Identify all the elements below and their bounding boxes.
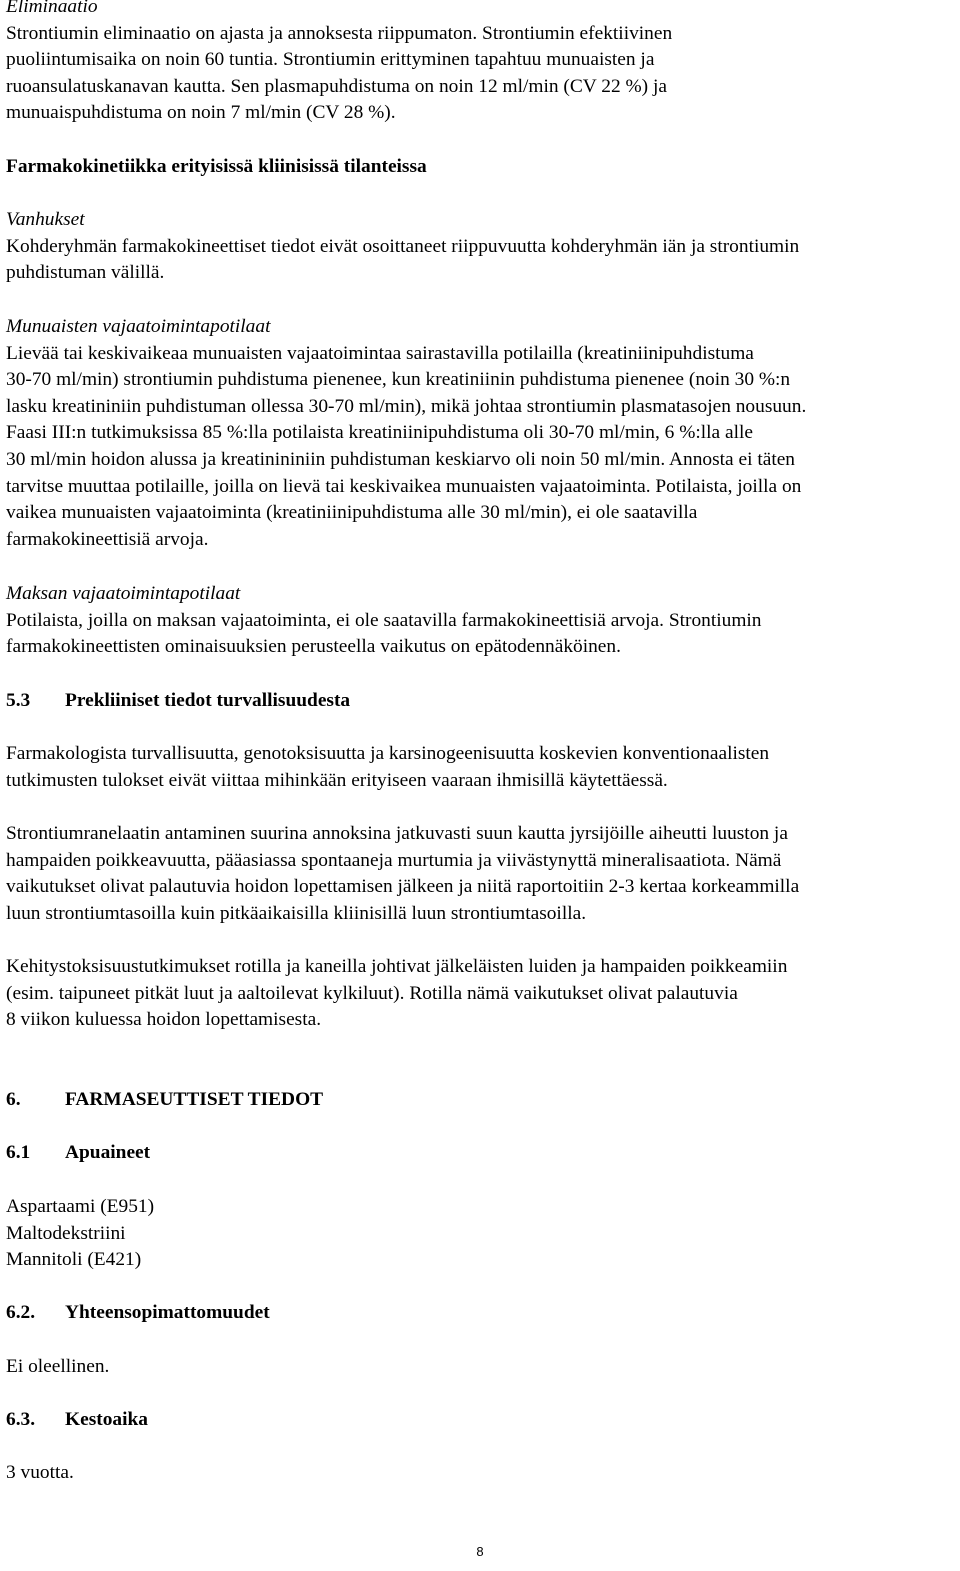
- maksan-line: farmakokineettisten ominaisuuksien perusteella vaikutus on epätodennäköinen.: [6, 636, 621, 658]
- section-6-3-text: 3 vuotta.: [6, 1462, 74, 1483]
- apuaine-item: Aspartaami (E951): [6, 1196, 155, 1217]
- section-6-2-title: Yhteensopimattomuudet: [65, 1302, 270, 1323]
- section-5-3-line: Farmakologista turvallisuutta, genotoksisuutta ja karsinogeenisuutta koskevien konventionaalisten: [6, 743, 770, 764]
- section-5-3-number: 5.3: [6, 690, 31, 711]
- section-5-3-paragraph: [6, 954, 787, 1034]
- vanhukset-line: Kohderyhmän farmakokineettiset tiedot eivät osoittaneet riippuvuutta kohderyhmän iän ja strontiumin: [6, 235, 800, 257]
- munuaisten-line: Faasi III:n tutkimuksissa 85 %:lla potilaista kreatiniinipuhdistuma oli 30-70 ml/min, 6 %:lla alle: [6, 422, 753, 444]
- section-6-3-heading: [6, 1407, 148, 1434]
- section-6-number: 6.: [6, 1089, 21, 1110]
- apuaineet-list: [6, 1194, 154, 1274]
- munuaisten-line: 30-70 ml/min) strontiumin puhdistuma pienenee, kun kreatiniinin puhdistuma pienenee (noin 30 %:n: [6, 369, 791, 391]
- munuaisten-line: tarvitse muuttaa potilaille, joilla on lievä tai keskivaikea munuaisten vajaatoiminta. Potilaista, joilla on: [6, 475, 802, 497]
- maksan-block: [6, 581, 762, 661]
- apuaine-item: Mannitoli (E421): [6, 1249, 142, 1271]
- vanhukset-line: puhdistuman välillä.: [6, 262, 165, 284]
- farmakokinetiikka-heading: Farmakokinetiikka erityisissä kliinisissä tilanteissa: [6, 156, 427, 177]
- page-number: 8: [476, 1544, 484, 1559]
- section-6-2-number: 6.2.: [6, 1302, 36, 1323]
- munuaisten-line: Lievää tai keskivaikeaa munuaisten vajaatoimintaa sairastavilla potilailla (kreatiniinipuhdistuma: [6, 342, 754, 364]
- section-6-3-number: 6.3.: [6, 1409, 36, 1430]
- eliminaatio-line: puoliintumisaika on noin 60 tuntia. Strontiumin erittyminen tapahtuu munuaisten ja: [6, 49, 655, 71]
- section-6-heading: [6, 1087, 323, 1114]
- section-5-3-line: 8 viikon kuluessa hoidon lopettamisesta.: [6, 1009, 322, 1031]
- section-5-3-paragraph: [6, 821, 799, 927]
- section-6-title: FARMASEUTTISET TIEDOT: [65, 1089, 324, 1110]
- vanhukset-block: [6, 207, 799, 287]
- section-5-3-line: hampaiden poikkeavuutta, pääasiassa spontaaneja murtumia ja viivästynyttä mineralisaatiota. Nämä: [6, 849, 782, 871]
- section-6-2-text: Ei oleellinen.: [6, 1356, 110, 1377]
- section-5-3-line: luun strontiumtasoilla kuin pitkäaikaisilla kliinisillä luun strontiumtasoilla.: [6, 902, 587, 924]
- eliminaatio-line: ruoansulatuskanavan kautta. Sen plasmapuhdistuma on noin 12 ml/min (CV 22 %) ja: [6, 75, 667, 97]
- munuaisten-block: [6, 314, 806, 553]
- section-5-3-line: (esim. taipuneet pitkät luut ja aaltoilevat kylkiluut). Rotilla nämä vaikutukset olivat palautuvia: [6, 982, 738, 1004]
- munuaisten-line: vaikea munuaisten vajaatoiminta (kreatiniinipuhdistuma alle 30 ml/min), ei ole saatavilla: [6, 502, 698, 524]
- eliminaatio-block: [6, 0, 672, 127]
- section-5-3-title: Prekliiniset tiedot turvallisuudesta: [65, 690, 351, 711]
- section-6-1-heading: [6, 1140, 150, 1167]
- section-6-1-number: 6.1: [6, 1142, 31, 1163]
- section-5-3-paragraph: [6, 741, 769, 794]
- eliminaatio-heading: Eliminaatio: [6, 0, 98, 17]
- section-6-3-title: Kestoaika: [65, 1409, 148, 1430]
- section-5-3-line: Kehitystoksisuustutkimukset rotilla ja kaneilla johtivat jälkeläisten luiden ja hampaiden poikkeamiin: [6, 956, 788, 977]
- munuaisten-line: farmakokineettisiä arvoja.: [6, 528, 209, 550]
- eliminaatio-line: Strontiumin eliminaatio on ajasta ja annoksesta riippumaton. Strontiumin efektiivinen: [6, 22, 673, 44]
- munuaisten-line: 30 ml/min hoidon alussa ja kreatinininiin puhdistuman keskiarvo oli noin 50 ml/min. Annosta ei täten: [6, 448, 796, 470]
- munuaisten-heading: Munuaisten vajaatoimintapotilaat: [6, 316, 271, 337]
- section-5-3-line: Strontiumranelaatin antaminen suurina annoksina jatkuvasti suun kautta jyrsijöille aiheutti luuston ja: [6, 823, 788, 844]
- eliminaatio-line: munuaispuhdistuma on noin 7 ml/min (CV 28 %).: [6, 102, 396, 124]
- vanhukset-heading: Vanhukset: [6, 209, 85, 230]
- section-5-3-line: vaikutukset olivat palautuvia hoidon lopettamisen jälkeen ja niitä raportoitiin 2-3 kertaa korkeammilla: [6, 876, 800, 898]
- munuaisten-line: lasku kreatininiin puhdistuman ollessa 30-70 ml/min), mikä johtaa strontiumin plasmatasojen nousuun.: [6, 395, 807, 417]
- section-6-2-heading: [6, 1300, 270, 1327]
- apuaine-item: Maltodekstriini: [6, 1222, 126, 1244]
- section-5-3-heading: [6, 688, 350, 715]
- section-6-1-title: Apuaineet: [65, 1142, 151, 1163]
- section-5-3-line: tutkimusten tulokset eivät viittaa mihinkään erityiseen vaaraan ihmisillä käytettäessä.: [6, 769, 668, 791]
- maksan-heading: Maksan vajaatoimintapotilaat: [6, 583, 241, 604]
- maksan-line: Potilaista, joilla on maksan vajaatoiminta, ei ole saatavilla farmakokineettisiä arvoja. Strontiumin: [6, 609, 762, 631]
